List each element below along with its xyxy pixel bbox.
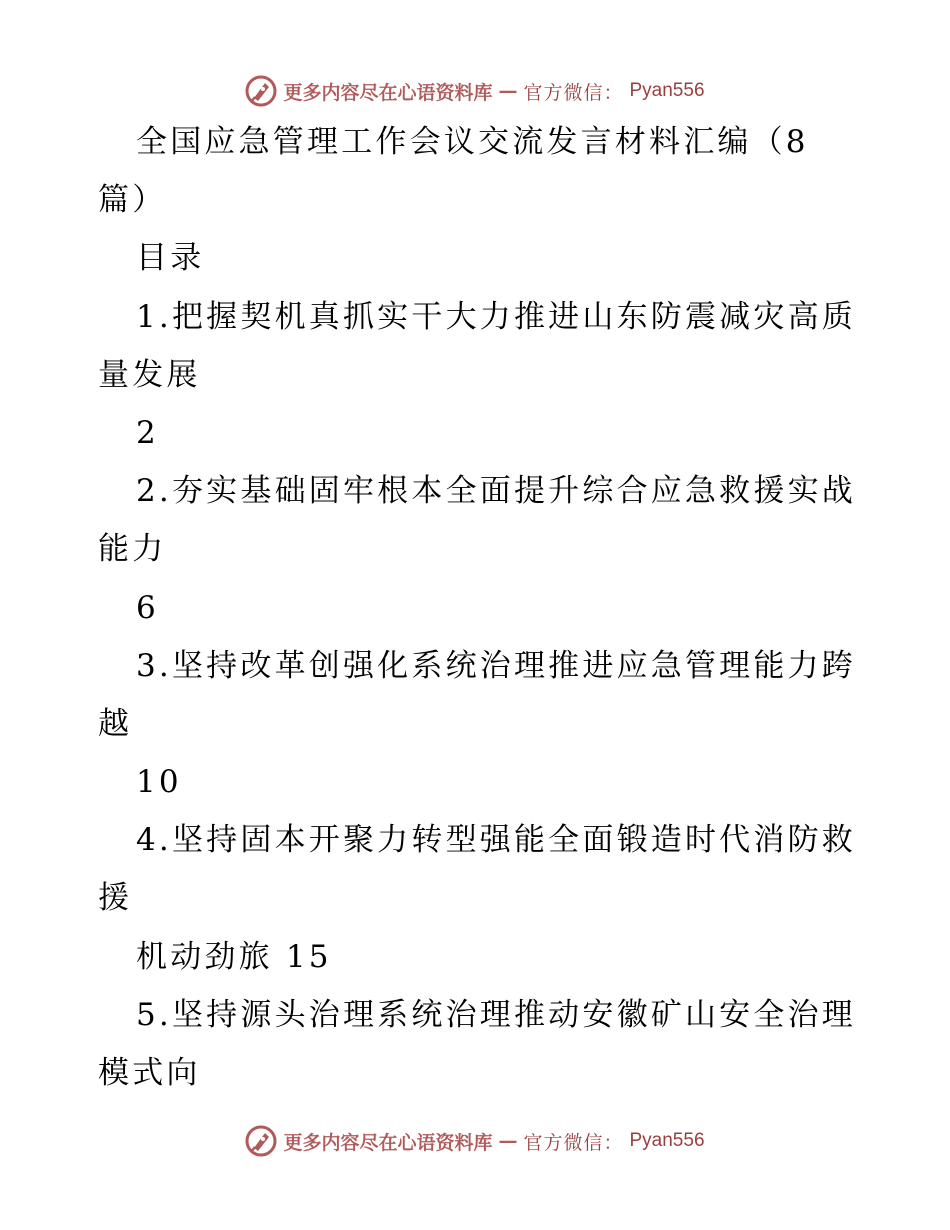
watermark-separator: —	[498, 80, 518, 102]
document-title-continuation: 篇）	[98, 182, 167, 219]
toc-entry-1-title: 1.把握契机真抓实干大力推进山东防震减灾高质	[136, 298, 856, 335]
toc-entry-3-title-continuation: 越	[98, 705, 133, 742]
toc-entry-4-title-continuation: 援	[98, 880, 133, 917]
watermark-wechat-id: Pyan556	[629, 1130, 705, 1151]
toc-entry-1-title-continuation: 量发展	[98, 356, 201, 393]
toc-heading: 目录	[136, 240, 205, 277]
toc-entry-3-title: 3.坚持改革创强化系统治理推进应急管理能力跨	[136, 647, 856, 684]
toc-entry-2-title: 2.夯实基础固牢根本全面提升综合应急救援实战	[136, 473, 856, 510]
watermark-label: 官方微信：	[523, 81, 624, 104]
toc-entry-1-page: 2	[136, 414, 159, 451]
footer-watermark	[0, 1121, 950, 1161]
toc-entry-4-title-continuation-2: 机动劲旅 15	[136, 938, 332, 975]
pen-nib-logo-icon	[245, 1125, 277, 1157]
toc-entry-4-title: 4.坚持固本开聚力转型强能全面锻造时代消防救	[136, 822, 856, 859]
toc-entry-2-title-continuation: 能力	[98, 531, 167, 568]
toc-entry-2-page: 6	[136, 589, 159, 626]
watermark-separator: —	[498, 1130, 518, 1152]
watermark-wechat-id: Pyan556	[629, 80, 705, 101]
document-title: 全国应急管理工作会议交流发言材料汇编（8	[136, 124, 809, 160]
watermark-brand: 更多内容尽在心语资料库	[283, 1131, 493, 1154]
header-watermark	[0, 71, 950, 111]
toc-entry-5-title-continuation: 模式向	[98, 1055, 201, 1091]
watermark-brand: 更多内容尽在心语资料库	[283, 81, 493, 104]
toc-entry-5-title: 5.坚持源头治理系统治理推动安徽矿山安全治理	[136, 996, 856, 1033]
toc-entry-3-page: 10	[136, 764, 182, 801]
document-body	[98, 122, 858, 1111]
watermark-label: 官方微信：	[523, 1131, 624, 1154]
pen-nib-logo-icon	[245, 75, 277, 107]
